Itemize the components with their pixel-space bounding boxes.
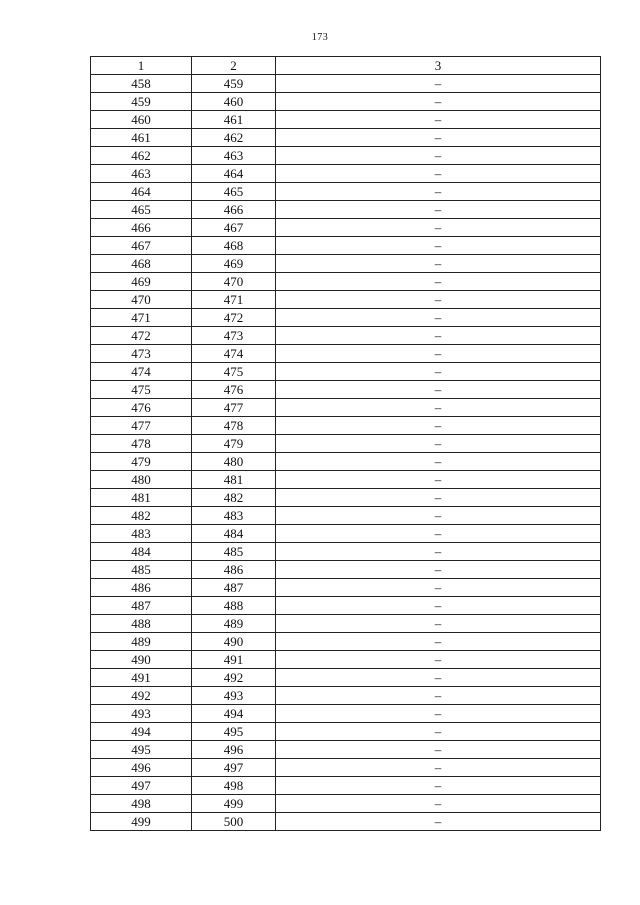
table-cell-col-2: 500 xyxy=(192,813,276,831)
table-cell-col-2: 473 xyxy=(192,327,276,345)
table-cell-col-3: – xyxy=(276,651,601,669)
table-cell-col-2: 495 xyxy=(192,723,276,741)
table-cell-col-2: 480 xyxy=(192,453,276,471)
table-row xyxy=(91,507,601,525)
table-cell-col-3: – xyxy=(276,795,601,813)
table-cell-col-1: 487 xyxy=(91,597,192,615)
table-row xyxy=(91,669,601,687)
table-cell-col-3: – xyxy=(276,561,601,579)
table-row xyxy=(91,381,601,399)
table-row xyxy=(91,597,601,615)
table-cell-col-2: 487 xyxy=(192,579,276,597)
table-cell-col-2: 475 xyxy=(192,363,276,381)
table-cell-col-1: 466 xyxy=(91,219,192,237)
table-cell-col-1: 498 xyxy=(91,795,192,813)
table-row xyxy=(91,795,601,813)
table-cell-col-2: 466 xyxy=(192,201,276,219)
table-row xyxy=(91,543,601,561)
table-cell-col-3: – xyxy=(276,183,601,201)
table-cell-col-3: – xyxy=(276,687,601,705)
table-cell-col-2: 493 xyxy=(192,687,276,705)
table-cell-col-2: 499 xyxy=(192,795,276,813)
table-cell-col-3: – xyxy=(276,147,601,165)
table-cell-col-2: 494 xyxy=(192,705,276,723)
table-header-row xyxy=(91,57,601,75)
table-cell-col-1: 483 xyxy=(91,525,192,543)
table-cell-col-2: 472 xyxy=(192,309,276,327)
table-cell-col-3: – xyxy=(276,813,601,831)
table-row xyxy=(91,813,601,831)
table-cell-col-3: – xyxy=(276,129,601,147)
table-cell-col-2: 481 xyxy=(192,471,276,489)
table-row xyxy=(91,147,601,165)
table-cell-col-1: 469 xyxy=(91,273,192,291)
table-cell-col-3: – xyxy=(276,615,601,633)
table-row xyxy=(91,579,601,597)
table-row xyxy=(91,201,601,219)
table-cell-col-3: – xyxy=(276,633,601,651)
table-row xyxy=(91,561,601,579)
column-header-2: 2 xyxy=(192,57,276,75)
table-cell-col-1: 468 xyxy=(91,255,192,273)
table-cell-col-2: 460 xyxy=(192,93,276,111)
table-cell-col-1: 461 xyxy=(91,129,192,147)
table-cell-col-1: 488 xyxy=(91,615,192,633)
table-cell-col-2: 498 xyxy=(192,777,276,795)
table-cell-col-1: 473 xyxy=(91,345,192,363)
table-cell-col-3: – xyxy=(276,219,601,237)
table-row xyxy=(91,327,601,345)
table-cell-col-3: – xyxy=(276,75,601,93)
table-cell-col-1: 491 xyxy=(91,669,192,687)
table-cell-col-2: 497 xyxy=(192,759,276,777)
page-number: 173 xyxy=(311,32,329,43)
table-cell-col-2: 489 xyxy=(192,615,276,633)
table-cell-col-2: 486 xyxy=(192,561,276,579)
table-cell-col-3: – xyxy=(276,435,601,453)
table-cell-col-1: 465 xyxy=(91,201,192,219)
table-cell-col-2: 496 xyxy=(192,741,276,759)
table-cell-col-2: 463 xyxy=(192,147,276,165)
table-cell-col-1: 467 xyxy=(91,237,192,255)
table-cell-col-1: 480 xyxy=(91,471,192,489)
table-cell-col-2: 491 xyxy=(192,651,276,669)
table-cell-col-3: – xyxy=(276,525,601,543)
column-header-3: 3 xyxy=(276,57,601,75)
table-cell-col-2: 483 xyxy=(192,507,276,525)
table-cell-col-1: 460 xyxy=(91,111,192,129)
table-row xyxy=(91,219,601,237)
table-cell-col-3: – xyxy=(276,273,601,291)
table-cell-col-2: 492 xyxy=(192,669,276,687)
table-row xyxy=(91,129,601,147)
table-row xyxy=(91,183,601,201)
table-cell-col-2: 484 xyxy=(192,525,276,543)
table-row xyxy=(91,237,601,255)
table-cell-col-2: 470 xyxy=(192,273,276,291)
table-cell-col-2: 488 xyxy=(192,597,276,615)
table-row xyxy=(91,453,601,471)
table-cell-col-2: 477 xyxy=(192,399,276,417)
table-row xyxy=(91,417,601,435)
table-cell-col-3: – xyxy=(276,165,601,183)
table-row xyxy=(91,705,601,723)
table-row xyxy=(91,759,601,777)
column-header-1: 1 xyxy=(91,57,192,75)
table-cell-col-1: 472 xyxy=(91,327,192,345)
table-cell-col-2: 459 xyxy=(192,75,276,93)
table-row xyxy=(91,615,601,633)
table-cell-col-3: – xyxy=(276,705,601,723)
table-cell-col-1: 476 xyxy=(91,399,192,417)
table-cell-col-2: 464 xyxy=(192,165,276,183)
table-cell-col-1: 486 xyxy=(91,579,192,597)
table-row xyxy=(91,291,601,309)
table-cell-col-1: 496 xyxy=(91,759,192,777)
table-cell-col-3: – xyxy=(276,309,601,327)
table-cell-col-2: 478 xyxy=(192,417,276,435)
table-cell-col-1: 464 xyxy=(91,183,192,201)
table-cell-col-2: 479 xyxy=(192,435,276,453)
table-cell-col-1: 458 xyxy=(91,75,192,93)
table-cell-col-1: 481 xyxy=(91,489,192,507)
table-cell-col-3: – xyxy=(276,399,601,417)
table-cell-col-3: – xyxy=(276,759,601,777)
table-cell-col-3: – xyxy=(276,417,601,435)
table-row xyxy=(91,651,601,669)
table-cell-col-2: 465 xyxy=(192,183,276,201)
table-cell-col-1: 499 xyxy=(91,813,192,831)
table-cell-col-2: 469 xyxy=(192,255,276,273)
table-row xyxy=(91,633,601,651)
table-cell-col-1: 463 xyxy=(91,165,192,183)
table-cell-col-2: 476 xyxy=(192,381,276,399)
table-cell-col-3: – xyxy=(276,723,601,741)
table-cell-col-2: 468 xyxy=(192,237,276,255)
table-row xyxy=(91,723,601,741)
table-cell-col-1: 477 xyxy=(91,417,192,435)
table-cell-col-3: – xyxy=(276,777,601,795)
table-cell-col-1: 495 xyxy=(91,741,192,759)
table-cell-col-2: 471 xyxy=(192,291,276,309)
table-row xyxy=(91,111,601,129)
table-row xyxy=(91,255,601,273)
table-cell-col-1: 479 xyxy=(91,453,192,471)
table-cell-col-3: – xyxy=(276,111,601,129)
table-cell-col-3: – xyxy=(276,381,601,399)
table-cell-col-2: 490 xyxy=(192,633,276,651)
table-cell-col-2: 485 xyxy=(192,543,276,561)
table-cell-col-2: 462 xyxy=(192,129,276,147)
table-cell-col-3: – xyxy=(276,93,601,111)
table-cell-col-1: 490 xyxy=(91,651,192,669)
table-row xyxy=(91,273,601,291)
table-cell-col-1: 475 xyxy=(91,381,192,399)
table-row xyxy=(91,165,601,183)
table-row xyxy=(91,345,601,363)
table-cell-col-3: – xyxy=(276,327,601,345)
table-cell-col-3: – xyxy=(276,237,601,255)
table-cell-col-1: 492 xyxy=(91,687,192,705)
table-cell-col-1: 478 xyxy=(91,435,192,453)
table-cell-col-1: 493 xyxy=(91,705,192,723)
table-row xyxy=(91,363,601,381)
table-cell-col-1: 474 xyxy=(91,363,192,381)
table-cell-col-2: 461 xyxy=(192,111,276,129)
table-cell-col-3: – xyxy=(276,345,601,363)
table-cell-col-3: – xyxy=(276,507,601,525)
table-cell-col-1: 484 xyxy=(91,543,192,561)
table-row xyxy=(91,309,601,327)
table-cell-col-1: 482 xyxy=(91,507,192,525)
table-cell-col-1: 489 xyxy=(91,633,192,651)
table-cell-col-1: 497 xyxy=(91,777,192,795)
table-row xyxy=(91,777,601,795)
data-table xyxy=(90,56,601,831)
table-cell-col-1: 485 xyxy=(91,561,192,579)
table-cell-col-1: 462 xyxy=(91,147,192,165)
table-row xyxy=(91,525,601,543)
table-cell-col-1: 470 xyxy=(91,291,192,309)
table-row xyxy=(91,741,601,759)
table-cell-col-3: – xyxy=(276,255,601,273)
table-row xyxy=(91,75,601,93)
table-cell-col-2: 474 xyxy=(192,345,276,363)
table-cell-col-3: – xyxy=(276,453,601,471)
table-cell-col-1: 494 xyxy=(91,723,192,741)
table-cell-col-2: 482 xyxy=(192,489,276,507)
table-row xyxy=(91,435,601,453)
table-cell-col-1: 459 xyxy=(91,93,192,111)
table-cell-col-1: 471 xyxy=(91,309,192,327)
table-cell-col-3: – xyxy=(276,597,601,615)
table-row xyxy=(91,687,601,705)
table-cell-col-3: – xyxy=(276,579,601,597)
table-cell-col-3: – xyxy=(276,543,601,561)
table-cell-col-3: – xyxy=(276,363,601,381)
table-cell-col-2: 467 xyxy=(192,219,276,237)
table-cell-col-3: – xyxy=(276,741,601,759)
table-cell-col-3: – xyxy=(276,201,601,219)
table-row xyxy=(91,399,601,417)
table-cell-col-3: – xyxy=(276,291,601,309)
table-cell-col-3: – xyxy=(276,669,601,687)
table-row xyxy=(91,489,601,507)
table-cell-col-3: – xyxy=(276,489,601,507)
table-row xyxy=(91,93,601,111)
table-cell-col-3: – xyxy=(276,471,601,489)
table-row xyxy=(91,471,601,489)
